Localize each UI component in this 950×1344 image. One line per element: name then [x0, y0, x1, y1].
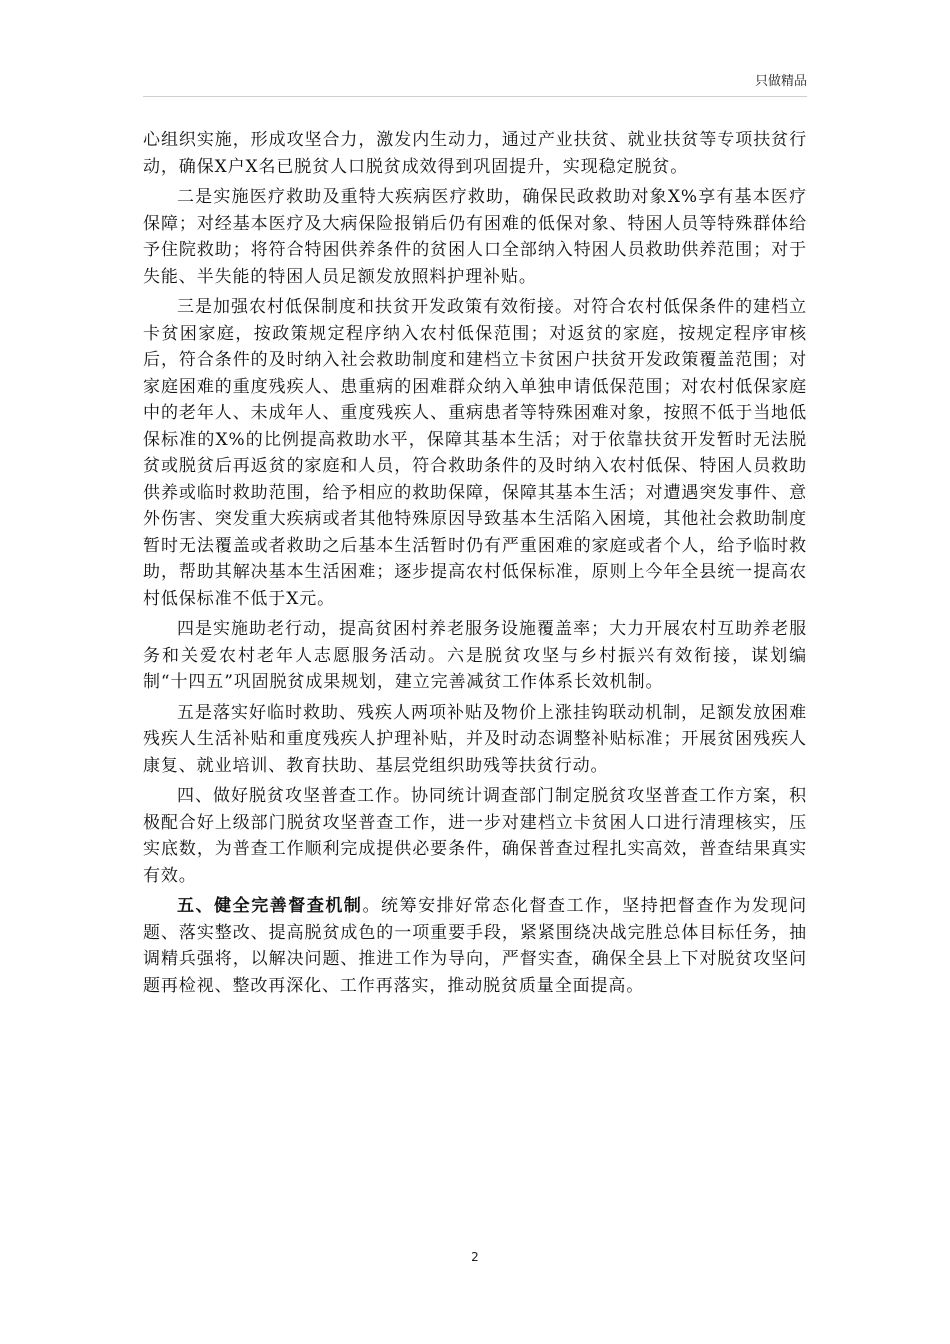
header-rule	[143, 96, 807, 97]
paragraph-3: 三是加强农村低保制度和扶贫开发政策有效衔接。对符合农村低保条件的建档立卡贫困家庭，按政策规定程序纳入农村低保范围；对返贫的家庭，按规定程序审核后，符合条件的及时纳入社会救助制度和建档立卡贫困户扶贫开发政策覆盖范围；对家庭困难的重度残疾人、患重病的困难群众纳入单独申请低保范围；对农村低保家庭中的老年人、未成年人、重度残疾人、重病患者等特殊困难对象，按照不低于当地低保标准的X%的比例提高救助水平，保障其基本生活；对于依靠扶贫开发暂时无法脱贫或脱贫后再返贫的家庭和人员，符合救助条件的及时纳入农村低保、特困人员救助供养或临时救助范围，给予相应的救助保障，保障其基本生活；对遭遇突发事件、意外伤害、突发重大疾病或者其他特殊原因导致基本生活陷入困境，其他社会救助制度暂时无法覆盖或者救助之后基本生活暂时仍有严重困难的家庭或者个人，给予临时救助，帮助其解决基本生活困难；逐步提高农村低保标准，原则上今年全县统一提高农村低保标准不低于X元。	[143, 297, 807, 609]
page-number: 2	[471, 1250, 479, 1264]
header-tag: 只做精品	[754, 74, 807, 89]
section-heading: 五、健全完善督查机制	[177, 896, 363, 916]
paragraph-5: 五是落实好临时救助、残疾人两项补贴及物价上涨挂钩联动机制，足额发放困难残疾人生活补贴和重度残疾人护理补贴，并及时动态调整补贴标准；开展贫困残疾人康复、就业培训、教育扶助、基层党组织助残等扶贫行动。	[143, 702, 807, 776]
paragraph-2: 二是实施医疗救助及重特大疾病医疗救助，确保民政救助对象X%享有基本医疗保障；对经基本医疗及大病保险报销后仍有困难的低保对象、特困人员等特殊群体给予住院救助；将符合特困供养条件的贫困人口全部纳入特困人员救助供养范围；对于失能、半失能的特困人员足额发放照料护理补贴。	[143, 187, 807, 287]
document-body	[143, 127, 807, 999]
paragraph-4: 四是实施助老行动，提高贫困村养老服务设施覆盖率；大力开展农村互助养老服务和关爱农村老年人志愿服务活动。六是脱贫攻坚与乡村振兴有效衔接，谋划编制“十四五”巩固脱贫成果规划，建立完善减贫工作体系长效机制。	[143, 619, 807, 692]
paragraph-7	[143, 893, 807, 999]
paragraph-7-text: 。统筹安排好常态化督查工作，坚持把督查作为发现问题、落实整改、提高脱贫成色的一项重要手段，紧紧围绕决战完胜总体目标任务，抽调精兵强将，以解决问题、推进工作为导向，严督实查，确保全县上下对脱贫攻坚问题再检视、整改再深化、工作再落实，推动脱贫质量全面提高。	[143, 896, 807, 996]
paragraph-1: 心组织实施，形成攻坚合力，激发内生动力，通过产业扶贫、就业扶贫等专项扶贫行动，确保X户X名已脱贫人口脱贫成效得到巩固提升，实现稳定脱贫。	[143, 130, 807, 177]
paragraph-6: 四、做好脱贫攻坚普查工作。协同统计调查部门制定脱贫攻坚普查工作方案，积极配合好上级部门脱贫攻坚普查工作，进一步对建档立卡贫困人口进行清理核实，压实底数，为普查工作顺利完成提供必要条件，确保普查过程扎实高效，普查结果真实有效。	[143, 786, 807, 886]
